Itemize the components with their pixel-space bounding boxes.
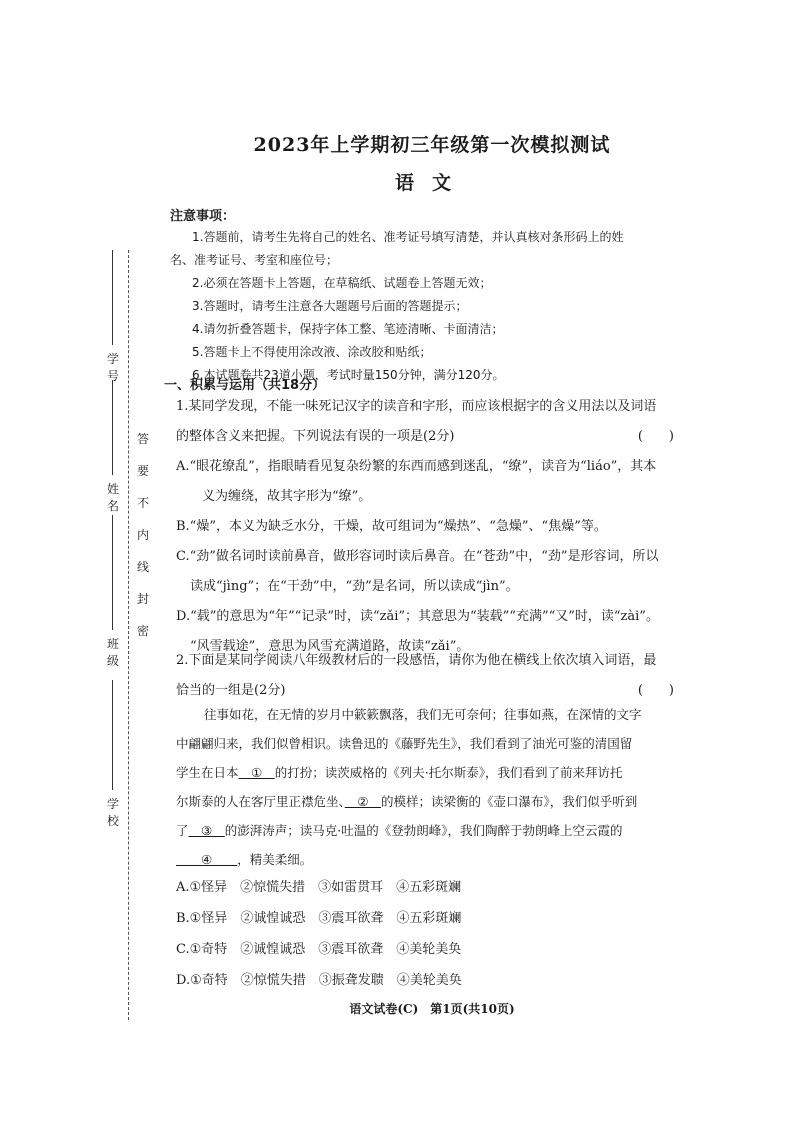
q1-option-b: B.“燥”，本义为缺乏水分，干燥，故可组词为“燥热”、“急燥”、“焦燥”等。 [176,519,607,534]
q2-options [176,872,462,996]
school-label: 学校 [106,797,119,828]
name-label: 姓名 [106,482,119,513]
q1-option-a: A.“眼花缭乱”，指眼睛看见复杂纷繁的东西而感到迷乱，“缭”，读音为“liáo”，其本 [176,459,657,474]
seal-line [128,250,129,1020]
passage-text: 了 [176,823,189,838]
exam-subject: 语文 [394,172,469,194]
passage-text: 的澎湃涛声；读马克·吐温的《登勃朗峰》，我们陶醉于勃朗峰上空云霞的 [224,823,623,838]
q2-stem-line: 恰当的一组是(2分) [176,683,286,698]
section-heading: 一、积累与运用（共18分） [164,378,326,393]
q2-option-b: B.①怪异 ②诚惶诚恐 ③震耳欲聋 ④五彩斑斓 [176,911,462,926]
fill-blank-2: ② [344,794,381,809]
passage-text: ，精美柔细。 [237,852,313,867]
q1-option-c: C.“劲”做名词时读前鼻音，做形容词时读后鼻音。在“苍劲”中，“劲”是形容词，所以 [176,549,659,564]
q1-stem-line: 1.某同学发现，不能一味死记汉字的读音和字形，而应该根据字的含义用法以及词语 [176,399,657,414]
note-item: 5.答题卡上不得使用涂改液、涂改胶和贴纸； [192,345,432,359]
q2-option-c: C.①奇特 ②诚惶诚恐 ③震耳欲聋 ④美轮美奂 [176,942,462,957]
question-2 [176,646,686,706]
q1-option-d: D.“载”的意思为“年”“记录”时，读“zǎi”；其意思为“装载”“充满”“又”时，读“zài”。 [176,609,659,624]
binding-margin [96,250,166,1020]
seal-word: 内 [136,528,149,542]
note-item: 6.本试题卷共23道小题，考试时量150分钟，满分120分。 [192,368,505,382]
note-item: 2.必须在答题卡上答题，在草稿纸、试题卷上答题无效； [192,276,492,290]
seal-word: 密 [136,624,149,638]
question-1 [176,392,686,662]
note-item: 3.答题时，请考生注意各大题题号后面的答题提示； [192,299,468,313]
name-blank [112,380,113,475]
passage-text: 学生在日本 [176,765,239,780]
q2-passage [176,700,681,874]
passage-line: 往事如花，在无情的岁月中簌簌飘落，我们无可奈何；往事如燕，在深情的文字 [204,707,642,722]
q1-stem-line: 的整体含义来把握。下列说法有误的一项是(2分) [176,429,455,444]
fill-blank-1: ① [238,765,275,780]
student-no-label: 学号 [106,352,119,383]
page-footer: 语文试卷(C) 第1页(共10页) [349,1002,515,1016]
note-item: 1.答题前，请考生先将自己的姓名、准考证号填写清楚，并认真核对条形码上的姓 [192,230,624,244]
passage-text: 尔斯泰的人在客厅里正襟危坐、 [176,794,345,809]
seal-word: 不 [136,496,149,510]
fill-blank-3: ③ [188,823,225,838]
seal-word: 封 [136,592,149,606]
answer-paren: ( ) [637,683,674,698]
fill-blank-4: ④ [176,852,238,867]
note-item: 名、准考证号、考室和座位号； [170,253,339,267]
class-label: 班级 [106,637,119,668]
seal-word: 要 [136,464,149,478]
seal-word: 答 [136,432,149,446]
notes-list [170,226,680,387]
q2-option-d: D.①奇特 ②惊慌失措 ③振聋发聩 ④美轮美奂 [176,973,462,988]
student-no-blank [112,250,113,345]
school-blank [112,680,113,790]
seal-word: 线 [136,560,149,574]
q1-option-d-cont: “风雪载途”，意思为风雪充满道路，故读“zǎi”。 [190,639,470,654]
passage-text: 的模样；读梁衡的《壶口瀑布》，我们似乎听到 [380,794,638,809]
q1-option-a-cont: 义为缠绕，故其字形为“缭”。 [202,489,372,504]
q2-stem-line: 2.下面是某同学阅读八年级教材后的一段感悟，请你为他在横线上依次填入词语，最 [176,653,657,668]
q1-option-c-cont: 读成“jìng”；在“干劲”中，“劲”是名词，所以读成“jìn”。 [190,579,519,594]
passage-text: 的打扮；读茨威格的《列夫·托尔斯泰》，我们看到了前来拜访托 [274,765,623,780]
q2-option-a: A.①怪异 ②惊慌失措 ③如雷贯耳 ④五彩斑斓 [176,880,462,895]
notes-heading: 注意事项： [170,209,236,224]
exam-title: 2023年上学期初三年级第一次模拟测试 [253,134,611,156]
answer-paren: ( ) [637,429,674,444]
passage-line: 中翩翩归来，我们似曾相识。读鲁迅的《藤野先生》，我们看到了油光可鉴的清国留 [176,736,633,751]
class-blank [112,515,113,630]
note-item: 4.请勿折叠答题卡，保持字体工整、笔迹清晰、卡面清洁； [192,322,504,336]
